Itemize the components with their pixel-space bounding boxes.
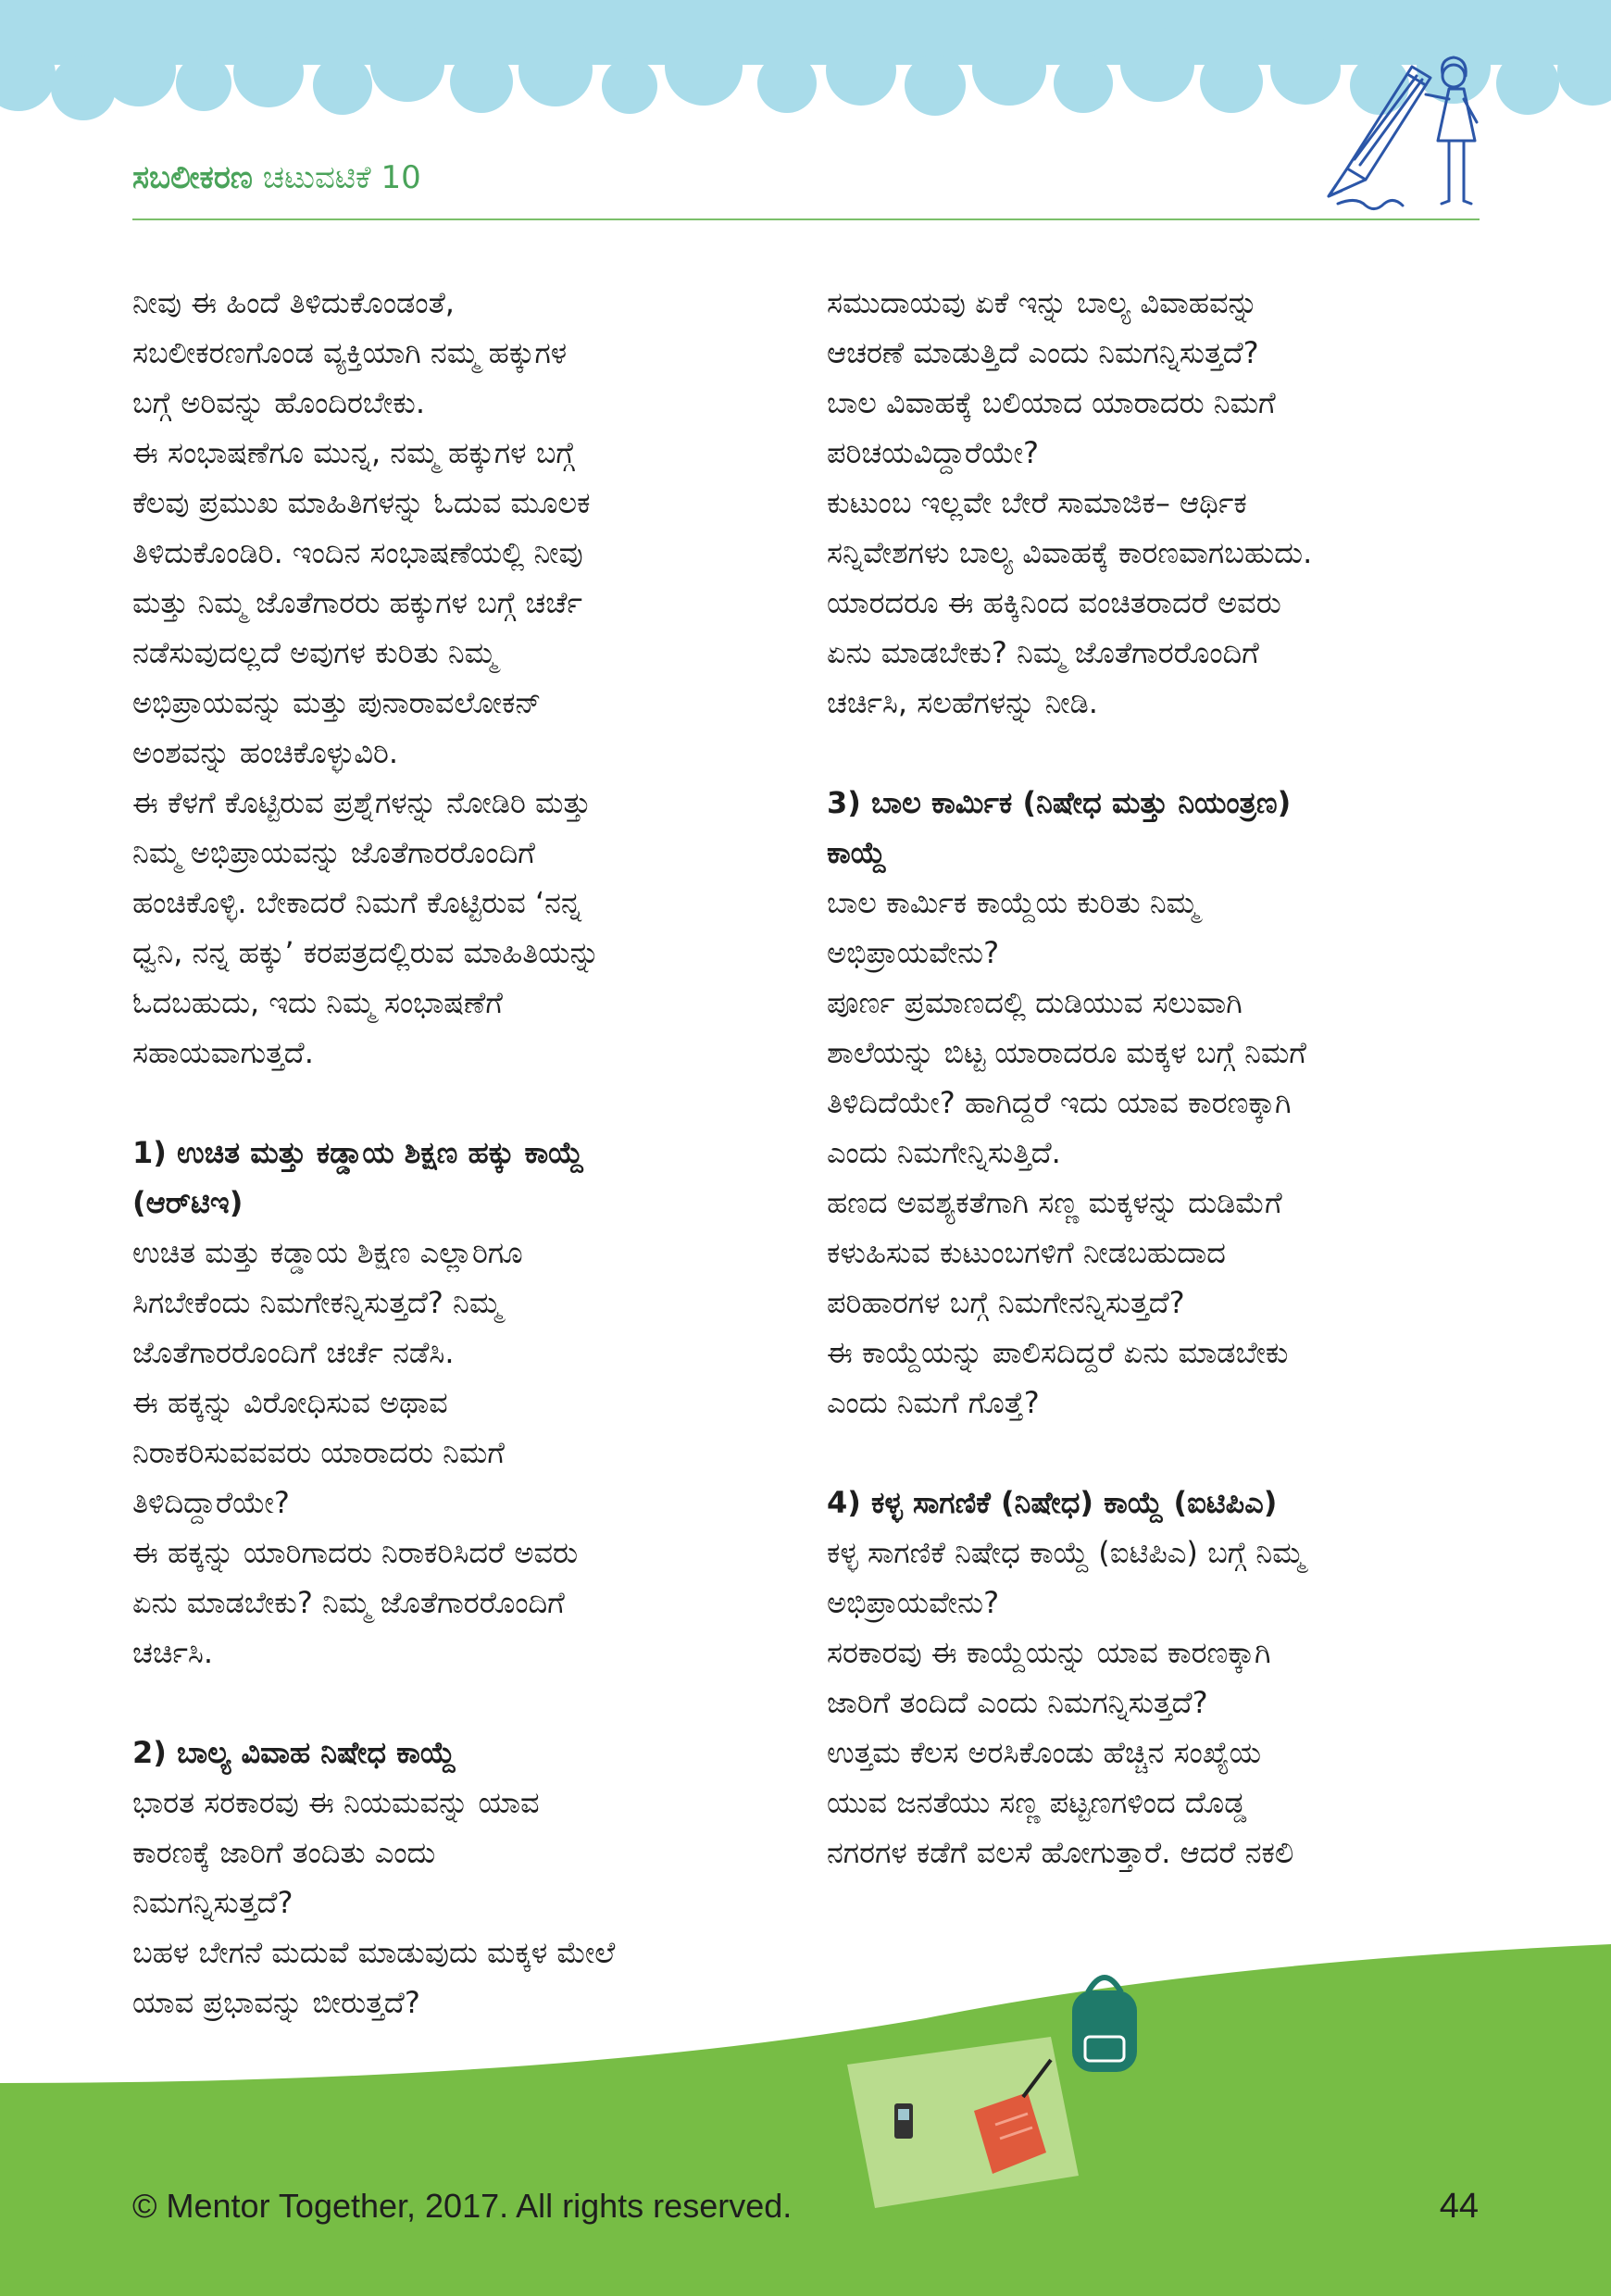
text-line: ಬಾಲ ಕಾರ್ಮಿಕ ಕಾಯ್ದೆಯ ಕುರಿತು ನಿಮ್ಮ (827, 885, 1199, 920)
girl-with-pencil-illustration (1301, 48, 1486, 224)
text-line: ಸಬಲೀಕರಣಗೊಂಡ ವ್ಯಕ್ತಿಯಾಗಿ ನಮ್ಮ ಹಕ್ಕುಗಳ (132, 335, 568, 370)
text-line: ಪರಿಹಾರಗಳ ಬಗ್ಗೆ ನಿಮಗೇನನ್ನಿಸುತ್ತದೆ? (827, 1285, 1185, 1320)
text-line: ಅಭಿಪ್ರಾಯವೇನು? (827, 935, 1000, 970)
text-line: ಯಾವ ಪ್ರಭಾವನ್ನು ಬೀರುತ್ತದೆ? (132, 1985, 420, 2020)
section-4 (827, 1478, 1512, 1878)
text-line: ನಿಮಗನ್ನಿಸುತ್ತದೆ? (132, 1885, 293, 1920)
text-line: ತಿಳಿದಿದೆಯೇ? ಹಾಗಿದ್ದರೆ ಇದು ಯಾವ ಕಾರಣಕ್ಕಾಗಿ (827, 1085, 1292, 1120)
text-line: ನಗರಗಳ ಕಡೆಗೆ ವಲಸೆ ಹೋಗುತ್ತಾರೆ. ಆದರೆ ನಕಲಿ (827, 1835, 1294, 1870)
text-line: ಕುಟುಂಬ ಇಲ್ಲವೇ ಬೇರೆ ಸಾಮಾಜಿಕ– ಆರ್ಥಿಕ (827, 485, 1247, 520)
spacer (827, 1428, 1512, 1478)
text-line: ಸರಕಾರವು ಈ ಕಾಯ್ದೆಯನ್ನು ಯಾವ ಕಾರಣಕ್ಕಾಗಿ (827, 1635, 1271, 1670)
text-line: ಸಹಾಯವಾಗುತ್ತದೆ. (132, 1035, 314, 1070)
text-line: ಮತ್ತು ನಿಮ್ಮ ಜೊತೆಗಾರರು ಹಕ್ಕುಗಳ ಬಗ್ಗೆ ಚರ್ಚೆ (132, 585, 582, 620)
header-divider (132, 218, 1480, 220)
text-line: ಹಂಚಿಕೊಳ್ಳಿ. ಬೇಕಾದರೆ ನಿಮಗೆ ಕೊಟ್ಟಿರುವ ‘ನನ್ನ (132, 885, 582, 920)
header-activity: ಚಟುವಟಿಕೆ 10 (262, 159, 421, 196)
intro-paragraph (132, 278, 799, 1078)
text-line: ಯುವ ಜನತೆಯು ಸಣ್ಣ ಪಟ್ಟಣಗಳಿಂದ ದೊಡ್ಡ (827, 1785, 1247, 1820)
text-line: ಕಳ್ಳ ಸಾಗಣಿಕೆ ನಿಷೇಧ ಕಾಯ್ದೆ (ಐಟಿಪಿಎ) ಬಗ್ಗೆ ನಿಮ್ಮ (827, 1535, 1305, 1570)
text-line: ಓದಬಹುದು, ಇದು ನಿಮ್ಮ ಸಂಭಾಷಣೆಗೆ (132, 985, 503, 1020)
text-line: ಬಗ್ಗೆ ಅರಿವನ್ನು ಹೊಂದಿರಬೇಕು. (132, 385, 425, 420)
section-heading: 3) ಬಾಲ ಕಾರ್ಮಿಕ (ನಿಷೇಧ ಮತ್ತು ನಿಯಂತ್ರಣ) (827, 785, 1292, 820)
text-line: ಕೆಲವು ಪ್ರಮುಖ ಮಾಹಿತಿಗಳನ್ನು ಓದುವ ಮೂಲಕ (132, 485, 591, 520)
text-line: ನಿಮ್ಮ ಅಭಿಪ್ರಾಯವನ್ನು ಜೊತೆಗಾರರೊಂದಿಗೆ (132, 835, 535, 870)
text-line: ಕಳುಹಿಸುವ ಕುಟುಂಬಗಳಿಗೆ ನೀಡಬಹುದಾದ (827, 1235, 1226, 1270)
section-heading: (ಆರ್‌ಟಿಇ) (132, 1185, 244, 1220)
text-line: ನಿರಾಕರಿಸುವವವರು ಯಾರಾದರು ನಿಮಗೆ (132, 1435, 505, 1470)
section-heading: ಕಾಯ್ದೆ (827, 835, 887, 870)
text-line: ಏನು ಮಾಡಬೇಕು? ನಿಮ್ಮ ಜೊತೆಗಾರರೊಂದಿಗೆ (132, 1585, 565, 1620)
text-line: ಬಹಳ ಬೇಗನೆ ಮದುವೆ ಮಾಡುವುದು ಮಕ್ಕಳ ಮೇಲೆ (132, 1935, 616, 1970)
right-column (827, 278, 1512, 1878)
text-line: ಚರ್ಚಿಸಿ, ಸಲಹೆಗಳನ್ನು ನೀಡಿ. (827, 685, 1098, 720)
text-line: ಈ ಸಂಭಾಷಣೆಗೂ ಮುನ್ನ, ನಮ್ಮ ಹಕ್ಕುಗಳ ಬಗ್ಗೆ (132, 435, 575, 470)
spacer (132, 1678, 799, 1728)
text-line: ಎಂದು ನಿಮಗೆ ಗೊತ್ತೆ? (827, 1385, 1040, 1420)
page-header (132, 159, 421, 196)
text-line: ಪೂರ್ಣ ಪ್ರಮಾಣದಲ್ಲಿ ದುಡಿಯುವ ಸಲುವಾಗಿ (827, 985, 1243, 1020)
section-heading: 4) ಕಳ್ಳ ಸಾಗಣಿಕೆ (ನಿಷೇಧ) ಕಾಯ್ದೆ (ಐಟಿಪಿಎ) (827, 1485, 1278, 1520)
section-heading: 1) ಉಚಿತ ಮತ್ತು ಕಡ್ಡಾಯ ಶಿಕ್ಷಣ ಹಕ್ಕು ಕಾಯ್ದೆ (132, 1135, 584, 1170)
mobile-phone-icon (894, 2103, 913, 2139)
text-line: ಅಭಿಪ್ರಾಯವೇನು? (827, 1585, 1000, 1620)
text-line: ಈ ಹಕ್ಕನ್ನು ಯಾರಿಗಾದರು ನಿರಾಕರಿಸಿದರೆ ಅವರು (132, 1535, 579, 1570)
text-line: ಯಾರದರೂ ಈ ಹಕ್ಕಿನಿಂದ ವಂಚಿತರಾದರೆ ಅವರು (827, 585, 1281, 620)
header-brand: ಸಬಲೀಕರಣ (132, 159, 253, 196)
text-line: ಉಚಿತ ಮತ್ತು ಕಡ್ಡಾಯ ಶಿಕ್ಷಣ ಎಲ್ಲಾರಿಗೂ (132, 1235, 523, 1270)
text-line: ಅಭಿಪ್ರಾಯವನ್ನು ಮತ್ತು ಪುನಾರಾವಲೋಕನ್ (132, 685, 542, 720)
text-line: ಸಮುದಾಯವು ಏಕೆ ಇನ್ನು ಬಾಲ್ಯ ವಿವಾಹವನ್ನು (827, 285, 1258, 320)
text-line: ಹಣದ ಅವಶ್ಯಕತೆಗಾಗಿ ಸಣ್ಣ ಮಕ್ಕಳನ್ನು ದುಡಿಮೆಗೆ (827, 1185, 1282, 1220)
text-line: ತಿಳಿದಿದ್ದಾರೆಯೇ? (132, 1485, 290, 1520)
section-1 (132, 1128, 799, 1678)
grass-ground (0, 1944, 1611, 2296)
text-line: ನೀವು ಈ ಹಿಂದೆ ತಿಳಿದುಕೊಂಡಂತೆ, (132, 285, 455, 320)
text-line: ಅಂಶವನ್ನು ಹಂಚಿಕೊಳ್ಳುವಿರಿ. (132, 735, 399, 770)
text-line: ತಿಳಿದುಕೊಂಡಿರಿ. ಇಂದಿನ ಸಂಭಾಷಣೆಯಲ್ಲಿ ನೀವು (132, 535, 583, 570)
text-line: ಭಾರತ ಸರಕಾರವು ಈ ನಿಯಮವನ್ನು ಯಾವ (132, 1785, 540, 1820)
text-line: ಉತ್ತಮ ಕೆಲಸ ಅರಸಿಕೊಂಡು ಹೆಚ್ಚಿನ ಸಂಖ್ಯೆಯ (827, 1735, 1262, 1770)
copyright-text: © Mentor Together, 2017. All rights reserved. (132, 2187, 793, 2225)
spacer (132, 1078, 799, 1128)
left-column (132, 278, 799, 2028)
text-line: ಶಾಲೆಯನ್ನು ಬಿಟ್ಟ ಯಾರಾದರೂ ಮಕ್ಕಳ ಬಗ್ಗೆ ನಿಮಗೆ (827, 1035, 1306, 1070)
text-line: ಕಾರಣಕ್ಕೆ ಜಾರಿಗೆ ತಂದಿತು ಎಂದು (132, 1835, 436, 1870)
text-line: ಜಾರಿಗೆ ತಂದಿದೆ ಎಂದು ನಿಮಗನ್ನಿಸುತ್ತದೆ? (827, 1685, 1208, 1720)
text-line: ಈ ಹಕ್ಕನ್ನು ವಿರೋಧಿಸುವ ಅಥಾವ (132, 1385, 448, 1420)
text-line: ಆಚರಣೆ ಮಾಡುತ್ತಿದೆ ಎಂದು ನಿಮಗನ್ನಿಸುತ್ತದೆ? (827, 335, 1259, 370)
section-2-continued (827, 278, 1512, 728)
text-line: ಸಿಗಬೇಕೆಂದು ನಿಮಗೇಕನ್ನಿಸುತ್ತದೆ? ನಿಮ್ಮ (132, 1285, 502, 1320)
text-line: ಚರ್ಚಿಸಿ. (132, 1635, 214, 1670)
text-line: ಎಂದು ನಿಮಗೇನ್ನಿಸುತ್ತಿದೆ. (827, 1135, 1061, 1170)
spacer (827, 728, 1512, 778)
text-line: ಜೊತೆಗಾರರೊಂದಿಗೆ ಚರ್ಚೆ ನಡೆಸಿ. (132, 1335, 455, 1370)
text-line: ಸನ್ನಿವೇಶಗಳು ಬಾಲ್ಯ ವಿವಾಹಕ್ಕೆ ಕಾರಣವಾಗಬಹುದು. (827, 535, 1313, 570)
text-line: ಈ ಕಾಯ್ದೆಯನ್ನು ಪಾಲಿಸದಿದ್ದರೆ ಏನು ಮಾಡಬೇಕು (827, 1335, 1289, 1370)
section-heading: 2) ಬಾಲ್ಯ ವಿವಾಹ ನಿಷೇಧ ಕಾಯ್ದೆ (132, 1735, 456, 1770)
text-line: ಏನು ಮಾಡಬೇಕು? ನಿಮ್ಮ ಜೊತೆಗಾರರೊಂದಿಗೆ (827, 635, 1259, 670)
text-line: ಧ್ವನಿ, ನನ್ನ ಹಕ್ಕು’ ಕರಪತ್ರದಲ್ಲಿರುವ ಮಾಹಿತಿಯನ್ನು (132, 935, 600, 970)
page-number: 44 (1439, 2187, 1479, 2226)
text-line: ಪರಿಚಯವಿದ್ದಾರೆಯೇ? (827, 435, 1040, 470)
text-line: ಈ ಕೆಳಗೆ ಕೊಟ್ಟಿರುವ ಪ್ರಶ್ನೆಗಳನ್ನು ನೋಡಿರಿ ಮತ್ತು (132, 785, 592, 820)
text-line: ಬಾಲ ವಿವಾಹಕ್ಕೆ ಬಲಿಯಾದ ಯಾರಾದರು ನಿಮಗೆ (827, 385, 1276, 420)
text-line: ನಡೆಸುವುದಲ್ಲದೆ ಅವುಗಳ ಕುರಿತು ನಿಮ್ಮ (132, 635, 497, 670)
section-3 (827, 778, 1512, 1428)
